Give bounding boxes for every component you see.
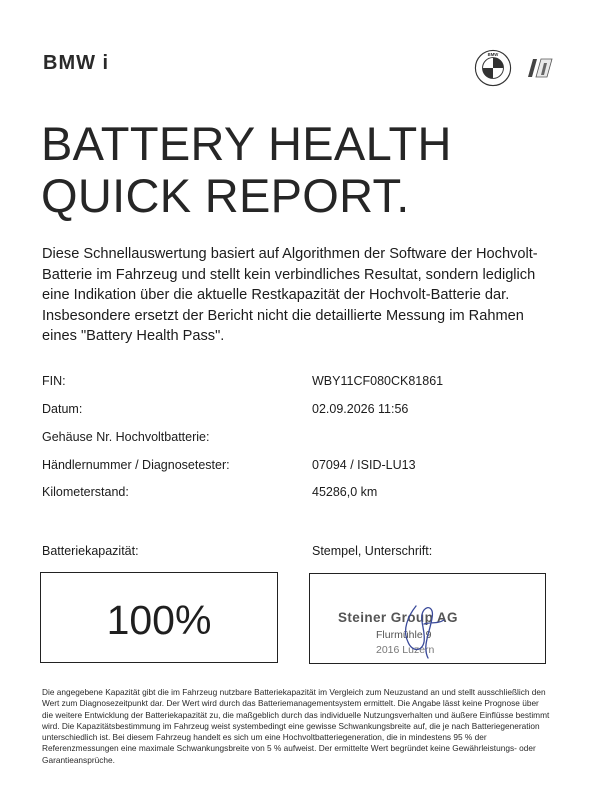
fin-label: FIN: [42, 374, 66, 388]
date-label: Datum: [42, 402, 83, 416]
svg-text:Flurmühle 9: Flurmühle 9 [376, 629, 432, 641]
mileage-value: 45286,0 km [312, 485, 378, 499]
svg-text:Steiner Group AG: Steiner Group AG [338, 610, 458, 625]
date-value: 02.09.2026 11:56 [312, 402, 409, 416]
svg-text:2016 Luzern: 2016 Luzern [376, 644, 435, 656]
footer-disclaimer: Die angegebene Kapazität gibt die im Fahrzeug nutzbare Batteriekapazität im Vergleich zum Neuzustand an und stellt ausschließlich den Wert zum Diagnosezeitpunkt dar. Der Wert wird durch das Batteriemanagementsystem ermittelt. Die Angabe lässt keine Prognose über die weitere Entwicklung der Batteriekapazität zu, die maßgeblich durch das individuelle Nutzungsverhalten und äußere Einflüsse bestimmt wird. Die Kapazitätsbestimmung im Fahrzeug weist systembedingt eine gewisse Schwankungsbreite auf, die je nach Batteriegeneration unterschiedlich ist. Bei diesem Fahrzeug handelt es sich um eine Hochvoltbatteriegeneration, die in mindestens 95 % der Referenzmessungen eine maximale Schwankungsbreite von 5 % aufweist. Der ermittelte Wert begründet keine Gewährleistungs- oder Garantieansprüche. [42, 687, 550, 765]
stamp-box [309, 573, 546, 664]
bmw-i-logo-icon [524, 58, 554, 78]
stamp-label: Stempel, Unterschrift: [312, 544, 433, 558]
dealer-number-value: 07094 / ISID-LU13 [312, 458, 416, 472]
title-line-1: BATTERY HEALTH [41, 117, 452, 170]
bmw-roundel-icon [474, 49, 512, 87]
svg-text:BMW: BMW [487, 52, 499, 58]
battery-housing-label: Gehäuse Nr. Hochvoltbatterie: [42, 430, 210, 444]
dealer-stamp [338, 602, 558, 662]
report-title [41, 118, 452, 222]
intro-paragraph: Diese Schnellauswertung basiert auf Algorithmen der Software der Hochvolt-Batterie im Fahrzeug und stellt kein verbindliches Resultat, sondern lediglich eine Indikation über die aktuelle Restkapazität der Hochvolt-Batterie dar. Insbesondere ersetzt der Bericht nicht die detaillierte Messung im Rahmen eines "Battery Health Pass". [42, 246, 538, 345]
capacity-label: Batteriekapazität: [42, 544, 139, 558]
capacity-box [40, 572, 278, 663]
brand-logo-text: BMW i [43, 52, 110, 74]
mileage-label: Kilometerstand: [42, 485, 129, 499]
fin-value: WBY11CF080CK81861 [312, 374, 444, 388]
title-line-2: QUICK REPORT. [41, 169, 410, 222]
dealer-number-label: Händlernummer / Diagnosetester: [42, 458, 230, 472]
capacity-value: 100% [106, 597, 212, 643]
